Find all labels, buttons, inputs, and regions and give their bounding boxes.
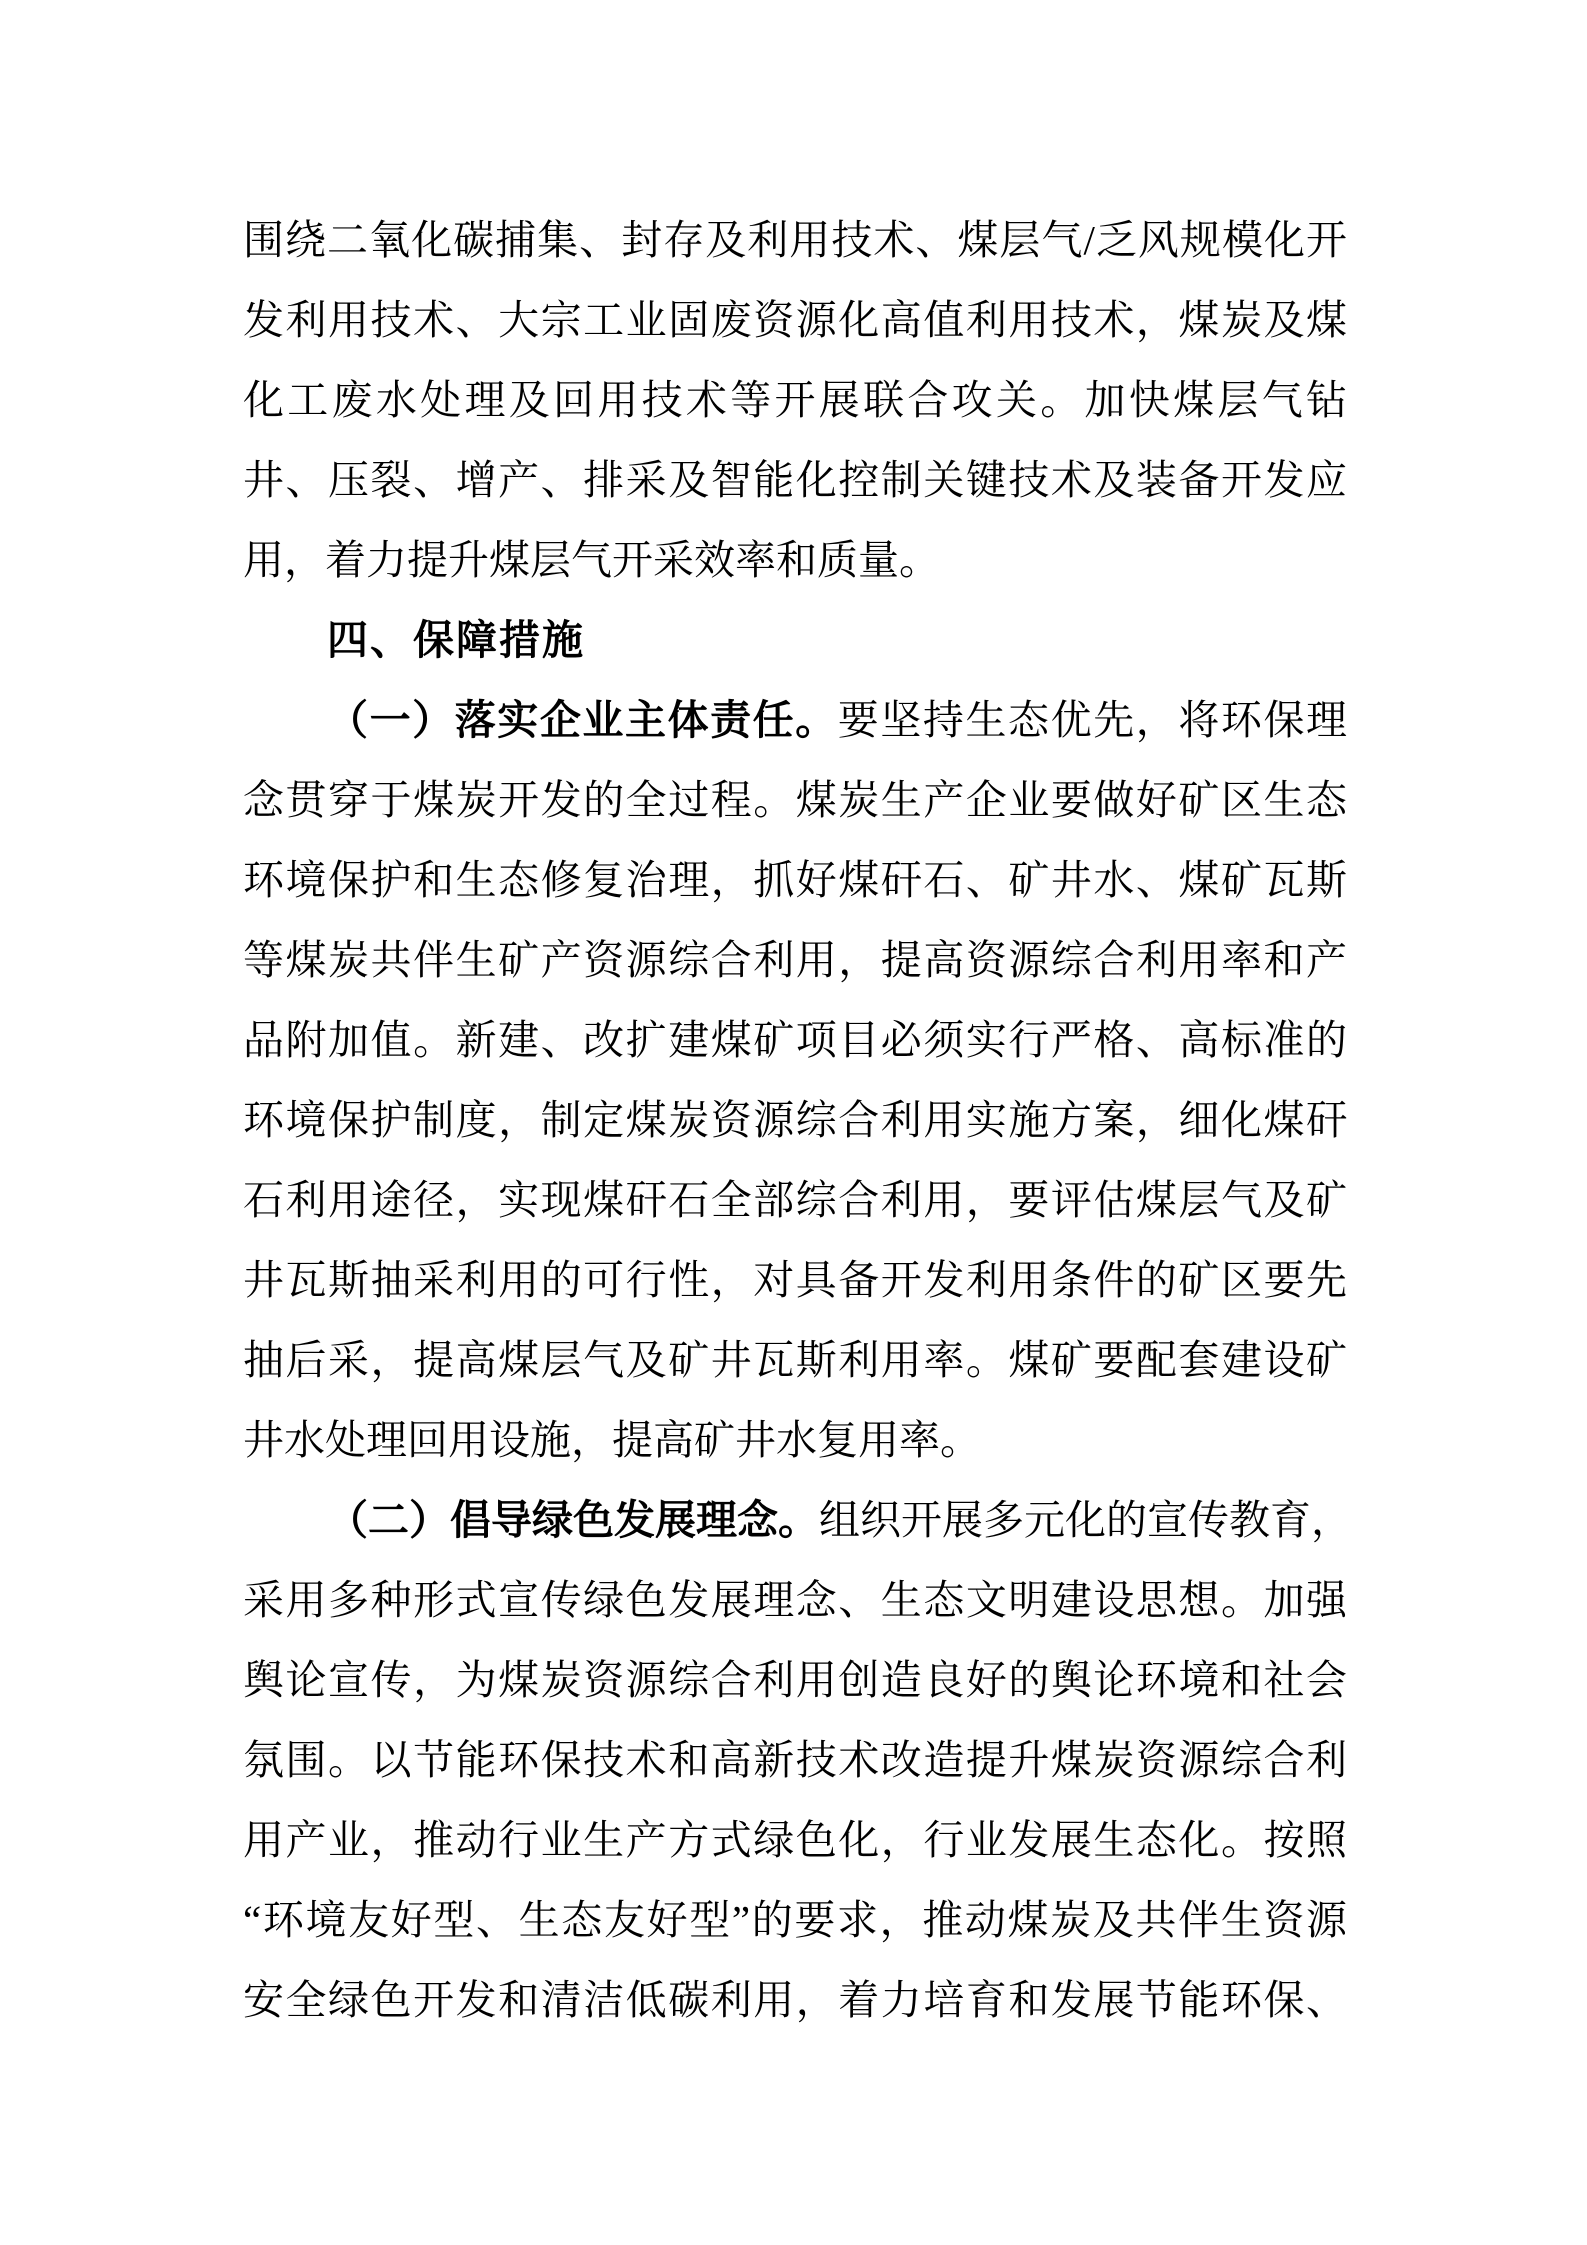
text-line: 氛围。以节能环保技术和高新技术改造提升煤炭资源综合利 — [243, 1737, 1347, 1783]
text-line: 井水处理回用设施，提高矿井水复用率。 — [243, 1417, 981, 1463]
text-line — [243, 680, 1347, 760]
text-line: 化工废水处理及回用技术等开展联合攻关。加快煤层气钻 — [243, 377, 1347, 423]
text-line: 环境保护制度，制定煤炭资源综合利用实施方案，细化煤矸 — [243, 1097, 1347, 1143]
text-line: 发利用技术、大宗工业固废资源化高值利用技术，煤炭及煤 — [243, 297, 1347, 343]
paragraph-technology-research — [243, 200, 1347, 600]
subsection-lead-2: （二）倡导绿色发展理念。 — [327, 1497, 819, 1543]
text-line: “环境友好型、生态友好型”的要求，推动煤炭及共伴生资源 — [243, 1897, 1347, 1943]
text-line: 采用多种形式宣传绿色发展理念、生态文明建设思想。加强 — [243, 1577, 1347, 1623]
text-line: 安全绿色开发和清洁低碳利用，着力培育和发展节能环保、 — [243, 1977, 1347, 2023]
text-line: 抽后采，提高煤层气及矿井瓦斯利用率。煤矿要配套建设矿 — [243, 1337, 1347, 1383]
text-line: 井瓦斯抽采利用的可行性，对具备开发利用条件的矿区要先 — [243, 1257, 1347, 1303]
section-heading: 四、保障措施 — [327, 617, 585, 663]
subsection-lead-1: （一）落实企业主体责任。 — [327, 697, 838, 743]
text-line: 用产业，推动行业生产方式绿色化，行业发展生态化。按照 — [243, 1817, 1347, 1863]
text-line: 用，着力提升煤层气开采效率和质量。 — [243, 537, 940, 583]
text-line: 品附加值。新建、改扩建煤矿项目必须实行严格、高标准的 — [243, 1017, 1347, 1063]
text-run: 要坚持生态优先，将环保理 — [837, 697, 1348, 743]
document-text-block — [243, 200, 1352, 2040]
text-line: 围绕二氧化碳捕集、封存及利用技术、煤层气/乏风规模化开 — [243, 217, 1347, 263]
text-line: 念贯穿于煤炭开发的全过程。煤炭生产企业要做好矿区生态 — [243, 777, 1347, 823]
text-line: 石利用途径，实现煤矸石全部综合利用，要评估煤层气及矿 — [243, 1177, 1347, 1223]
text-run: 组织开展多元化的宣传教育， — [819, 1497, 1352, 1543]
text-line: 舆论宣传，为煤炭资源综合利用创造良好的舆论环境和社会 — [243, 1657, 1347, 1703]
text-line: 井、压裂、增产、排采及智能化控制关键技术及装备开发应 — [243, 457, 1347, 503]
text-line: 环境保护和生态修复治理，抓好煤矸石、矿井水、煤矿瓦斯 — [243, 857, 1347, 903]
text-line — [243, 1480, 1352, 1560]
paragraph-enterprise-responsibility — [243, 680, 1347, 1480]
paragraph-green-development — [243, 1480, 1352, 2040]
text-line: 等煤炭共伴生矿产资源综合利用，提高资源综合利用率和产 — [243, 937, 1347, 983]
